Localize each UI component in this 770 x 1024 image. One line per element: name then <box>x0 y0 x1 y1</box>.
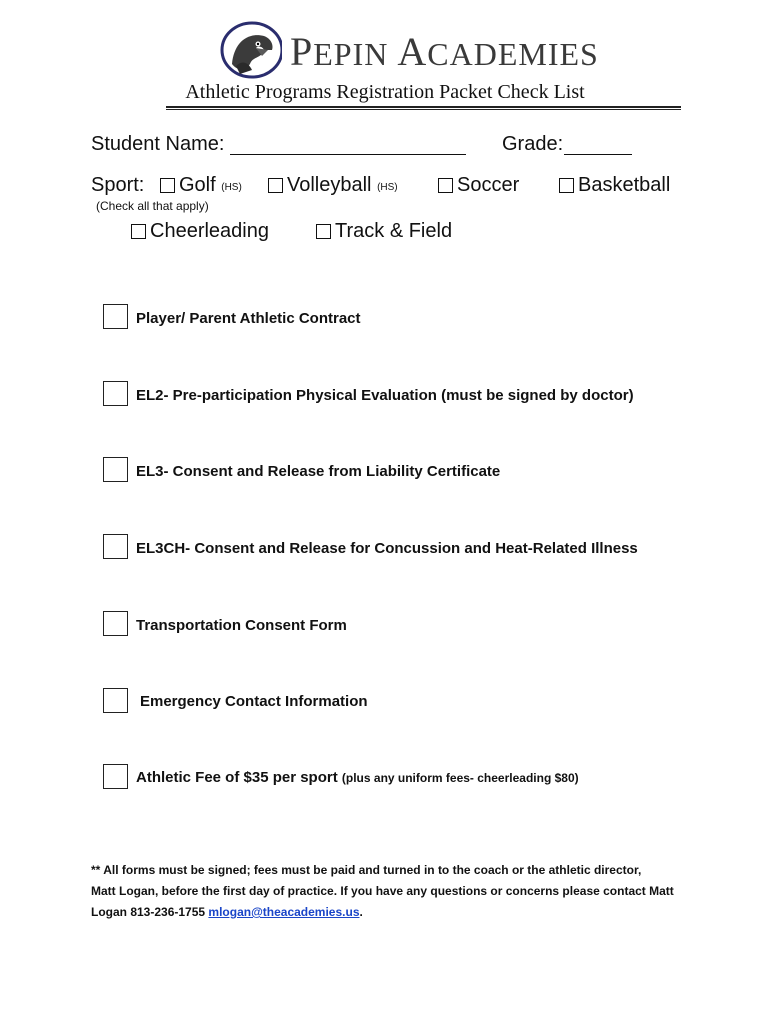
basketball-checkbox[interactable] <box>559 178 574 193</box>
checklist-item-transportation: Transportation Consent Form <box>136 617 347 634</box>
title-rule-thin <box>166 109 681 110</box>
student-name-label: Student Name: <box>91 133 225 155</box>
soccer-checkbox[interactable] <box>438 178 453 193</box>
sport-option-soccer[interactable]: Soccer <box>438 174 519 197</box>
athletic-fee-checkbox[interactable] <box>103 764 128 789</box>
student-name-field[interactable] <box>230 154 466 155</box>
concussion-checkbox[interactable] <box>103 534 128 559</box>
title-rule <box>166 106 681 108</box>
grade-label: Grade: <box>502 133 564 155</box>
checklist-item-contract: Player/ Parent Athletic Contract <box>136 310 361 327</box>
sport-option-golf[interactable]: Golf (HS) <box>160 174 242 197</box>
school-logo <box>218 20 599 80</box>
page-title: Athletic Programs Registration Packet Check List <box>185 81 585 103</box>
volleyball-checkbox[interactable] <box>268 178 283 193</box>
footer-note: ** All forms must be signed; fees must be paid and turned in to the coach or the athletic director, Matt Logan, before the first day of practice. If you have any questions or concerns please contact Matt Logan 813-236-1755 mlogan@theacademies.us. <box>91 863 674 919</box>
cheerleading-checkbox[interactable] <box>131 224 146 239</box>
emergency-contact-checkbox[interactable] <box>103 688 128 713</box>
school-name: PEPIN ACADEMIES <box>290 29 599 74</box>
track-field-checkbox[interactable] <box>316 224 331 239</box>
sport-option-cheerleading[interactable]: Cheerleading <box>131 220 269 243</box>
sport-label: Sport: <box>91 174 145 196</box>
hawk-mascot-icon <box>218 20 282 80</box>
checklist-item-liability: EL3- Consent and Release from Liability Certificate <box>136 463 501 480</box>
checklist-item-athletic-fee: Athletic Fee of $35 per sport (plus any uniform fees- cheerleading $80) <box>136 769 579 786</box>
golf-checkbox[interactable] <box>160 178 175 193</box>
transportation-checkbox[interactable] <box>103 611 128 636</box>
checklist-item-concussion: EL3CH- Consent and Release for Concussion and Heat-Related Illness <box>136 540 638 557</box>
email-link[interactable]: mlogan@theacademies.us <box>208 905 360 919</box>
liability-checkbox[interactable] <box>103 457 128 482</box>
checklist-item-emergency-contact: Emergency Contact Information <box>140 693 368 710</box>
contract-checkbox[interactable] <box>103 304 128 329</box>
sport-hint: (Check all that apply) <box>96 199 209 213</box>
sport-option-track-field[interactable]: Track & Field <box>316 220 452 243</box>
checklist-item-physical: EL2- Pre-participation Physical Evaluation (must be signed by doctor) <box>136 387 634 404</box>
sport-option-volleyball[interactable]: Volleyball (HS) <box>268 174 398 197</box>
sport-option-basketball[interactable]: Basketball <box>559 174 670 197</box>
grade-field[interactable] <box>564 154 632 155</box>
physical-checkbox[interactable] <box>103 381 128 406</box>
